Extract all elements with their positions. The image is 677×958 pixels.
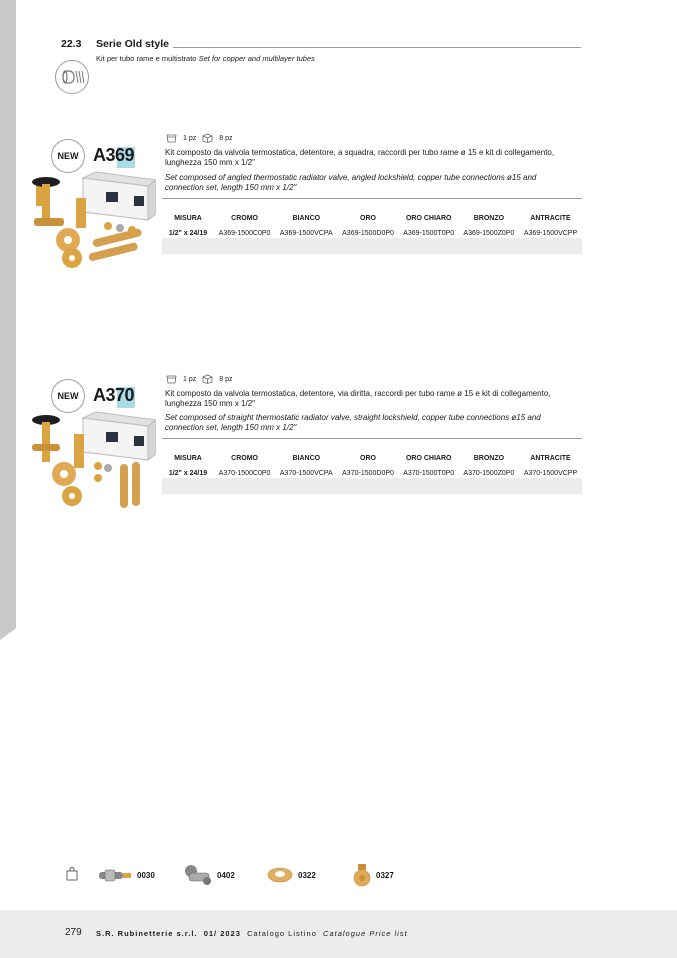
table-empty-band xyxy=(162,478,582,494)
new-badge: NEW xyxy=(51,379,85,413)
accessory-code: 0402 xyxy=(217,870,235,880)
rosette-ring-icon xyxy=(266,866,294,884)
section-title: Serie Old style xyxy=(96,38,169,50)
product-code: A370 xyxy=(93,385,134,406)
section-number: 22.3 xyxy=(61,38,82,50)
product-code: A369 xyxy=(93,145,134,166)
table-rule xyxy=(162,198,582,199)
code-table xyxy=(162,450,582,480)
footer-text xyxy=(96,929,408,938)
description-en: Set composed of straight thermostatic radiator valve, straight lockshield, copper tube connections ø15 and connection set, length 150 mm x 1/2" xyxy=(165,413,541,432)
single-pack-icon xyxy=(166,375,177,384)
accessories-row xyxy=(0,860,677,890)
box-pack-icon xyxy=(202,374,213,384)
company-name: S.R. Rubinetterie s.r.l. xyxy=(96,929,198,938)
description-it: Kit composto da valvola termostatica, detentore, via diritta, raccordi per tubo rame ø 15 e kit di collegamento, lunghezza 150 mm x 1/2" xyxy=(165,389,551,408)
catalog-en: Catalogue Price list xyxy=(323,929,408,938)
section-subtitle xyxy=(96,54,315,63)
description-it: Kit composto da valvola termostatica, detentore, a squadra, raccordi per tubo rame ø 15 e kit di collegamento, lunghezza 150 mm x 1/2" xyxy=(165,148,555,167)
accessory-0322 xyxy=(266,860,316,890)
pack-box-qty: 8 pz xyxy=(219,375,233,383)
product-photo xyxy=(28,408,156,516)
accessory-code: 0030 xyxy=(137,870,155,880)
table-header-row: MISURA CROMO BIANCO ORO ORO CHIARO BRONZO ANTRACITE xyxy=(174,214,571,222)
nut-fitting-icon xyxy=(352,862,372,888)
table-rule xyxy=(162,438,582,439)
code-table xyxy=(162,210,582,240)
adapter-fitting-icon xyxy=(183,863,213,887)
edition: 01/ 2023 xyxy=(203,929,241,938)
section-subtitle-it: Kit per tubo rame e multistrato xyxy=(96,54,197,63)
packaging-info xyxy=(166,374,232,384)
section-subtitle-en: Set for copper and multilayer tubes xyxy=(198,54,315,63)
side-strip xyxy=(0,0,16,628)
table-header-row: MISURA CROMO BIANCO ORO ORO CHIARO BRONZO ANTRACITE xyxy=(174,454,571,462)
section-rule xyxy=(173,47,581,48)
table-row: 1/2" x 24/19 A369-1500C0P0 A369-1500VCPA A369-1500D0P0 A369-1500T0P0 A369-1500Z0P0 A369-1500VCPP xyxy=(168,229,578,237)
accessory-code: 0327 xyxy=(376,870,394,880)
product-photo xyxy=(28,168,156,276)
pack-single-qty: 1 pz xyxy=(183,134,197,142)
description-en: Set composed of angled thermostatic radiator valve, angled lockshield, copper tube connections ø15 and connection set, length 150 mm x 1/2" xyxy=(165,173,537,192)
single-pack-icon xyxy=(166,134,177,143)
accessory-0030 xyxy=(97,860,155,890)
catalog-it: Catalogo Listino xyxy=(247,929,317,938)
copper-multilayer-tube-icon xyxy=(55,60,89,94)
table-row: 1/2" x 24/19 A370-1500C0P0 A370-1500VCPA A370-1500D0P0 A370-1500T0P0 A370-1500Z0P0 A370-1500VCPP xyxy=(168,469,578,477)
table-empty-band xyxy=(162,238,582,254)
accessory-0327 xyxy=(352,860,394,890)
footer xyxy=(0,910,677,958)
pack-box-qty: 8 pz xyxy=(219,134,233,142)
thermostatic-head-icon xyxy=(97,865,133,885)
new-badge: NEW xyxy=(51,139,85,173)
shopping-bag-icon xyxy=(66,867,78,881)
pack-single-qty: 1 pz xyxy=(183,375,197,383)
accessory-code: 0322 xyxy=(298,870,316,880)
page-number: 279 xyxy=(65,927,82,938)
box-pack-icon xyxy=(202,133,213,143)
section-header xyxy=(61,38,581,52)
accessory-0402 xyxy=(183,860,235,890)
packaging-info xyxy=(166,133,232,143)
